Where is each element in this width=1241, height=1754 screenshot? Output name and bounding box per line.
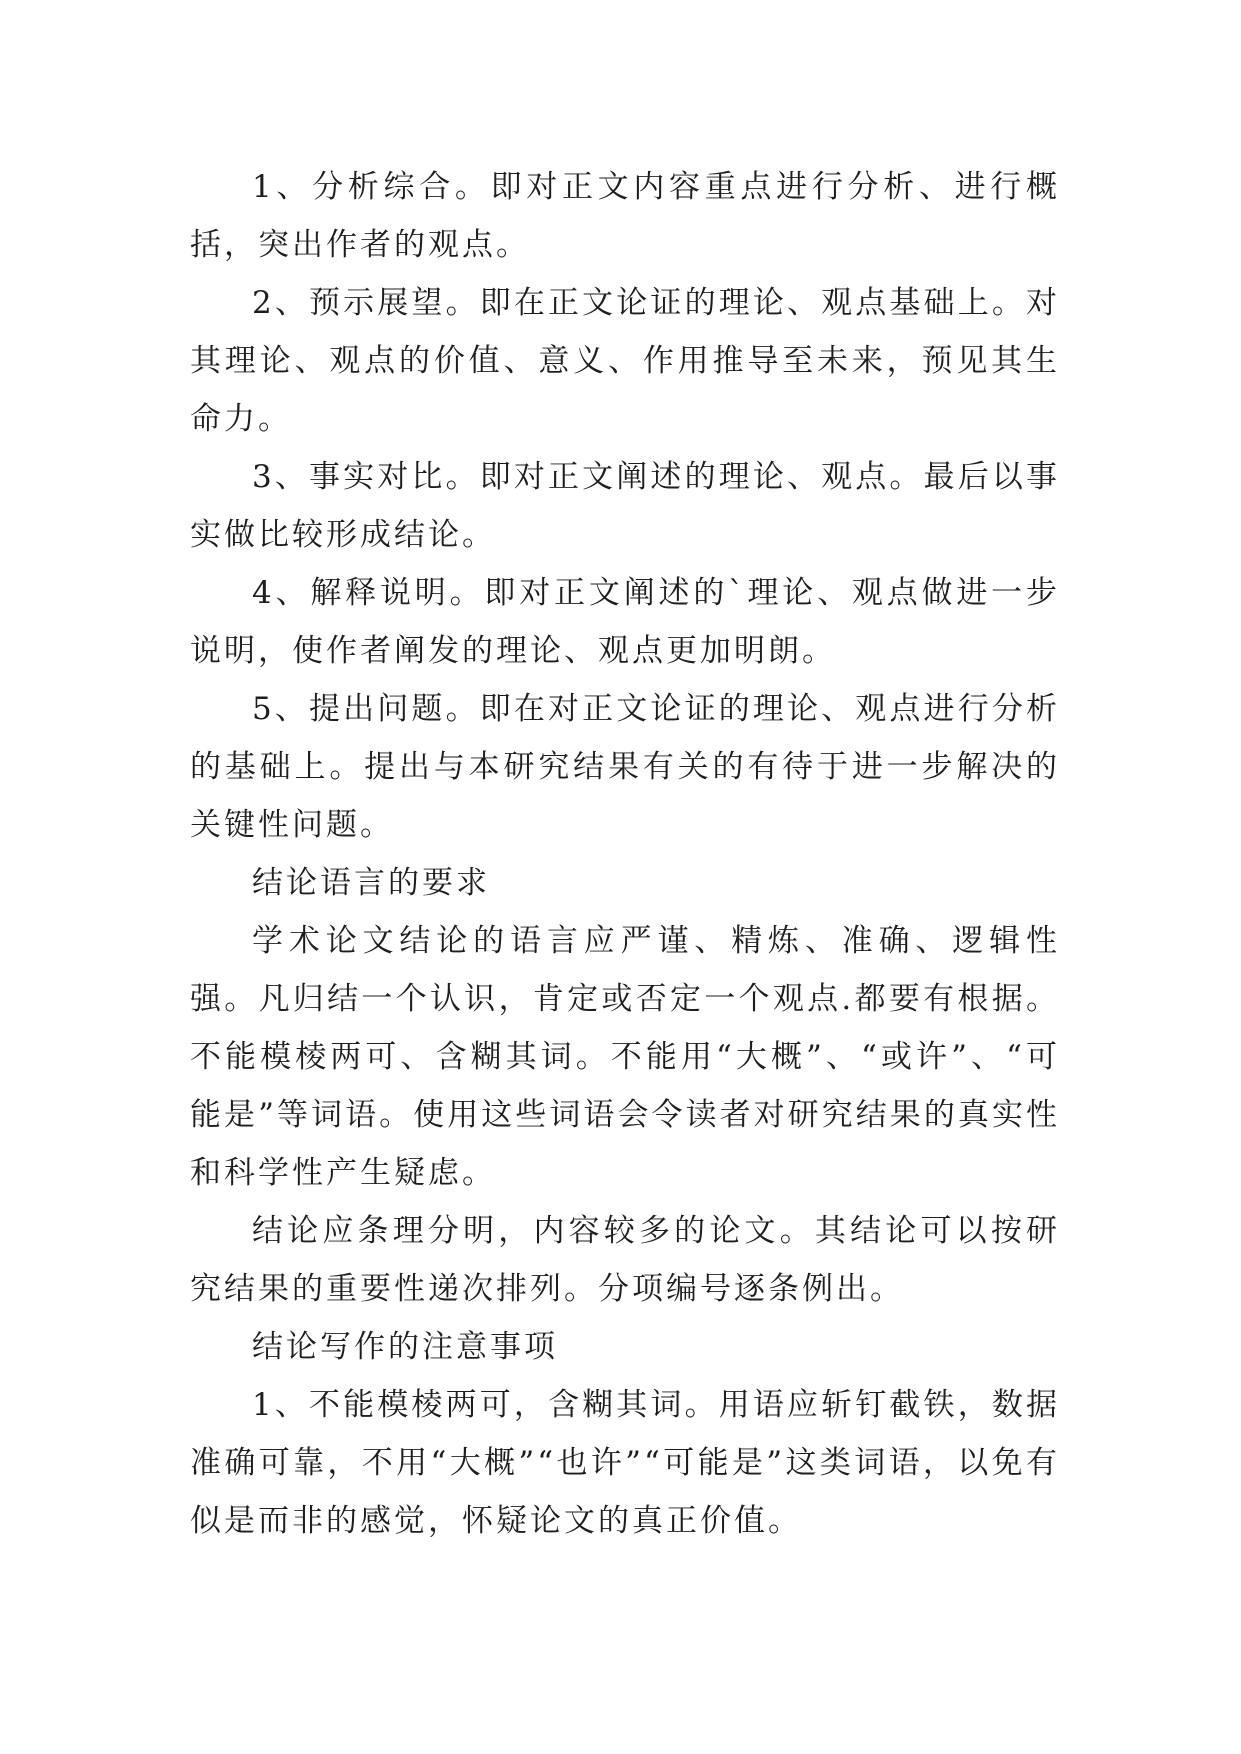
paragraph-organization: 结论应条理分明，内容较多的论文。其结论可以按研究结果的重要性递次排列。分项编号逐条例出。 [190, 1213, 1060, 1307]
paragraph-conclusion-type-4: 4、解释说明。即对正文阐述的`理论、观点做进一步说明，使作者阐发的理论、观点更加明朗。 [190, 575, 1060, 669]
paragraph-conclusion-type-5: 5、提出问题。即在对正文论证的理论、观点进行分析的基础上。提出与本研究结果有关的有待于进一步解决的关键性问题。 [190, 691, 1060, 843]
paragraph-conclusion-type-1: 1、分析综合。即对正文内容重点进行分析、进行概括，突出作者的观点。 [190, 169, 1060, 263]
section-heading-language-requirements: 结论语言的要求 [252, 865, 490, 901]
paragraph-language-requirements: 学术论文结论的语言应严谨、精炼、准确、逻辑性强。凡归结一个认识，肯定或否定一个观点.都要有根据。不能模棱两可、含糊其词。不能用“大概”、“或许”、“可能是”等词语。使用这些词语会令读者对研究结果的真实性和科学性产生疑虑。 [190, 923, 1060, 1191]
document-page [190, 158, 1060, 1550]
paragraph-writing-note-1: 1、不能模棱两可，含糊其词。用语应斩钉截铁，数据准确可靠，不用“大概”“也许”“可能是”这类词语，以免有似是而非的感觉，怀疑论文的真正价值。 [190, 1387, 1060, 1539]
section-heading-writing-notes: 结论写作的注意事项 [252, 1329, 558, 1365]
paragraph-conclusion-type-2: 2、预示展望。即在正文论证的理论、观点基础上。对其理论、观点的价值、意义、作用推导至未来，预见其生命力。 [190, 285, 1060, 437]
paragraph-conclusion-type-3: 3、事实对比。即对正文阐述的理论、观点。最后以事实做比较形成结论。 [190, 459, 1060, 553]
